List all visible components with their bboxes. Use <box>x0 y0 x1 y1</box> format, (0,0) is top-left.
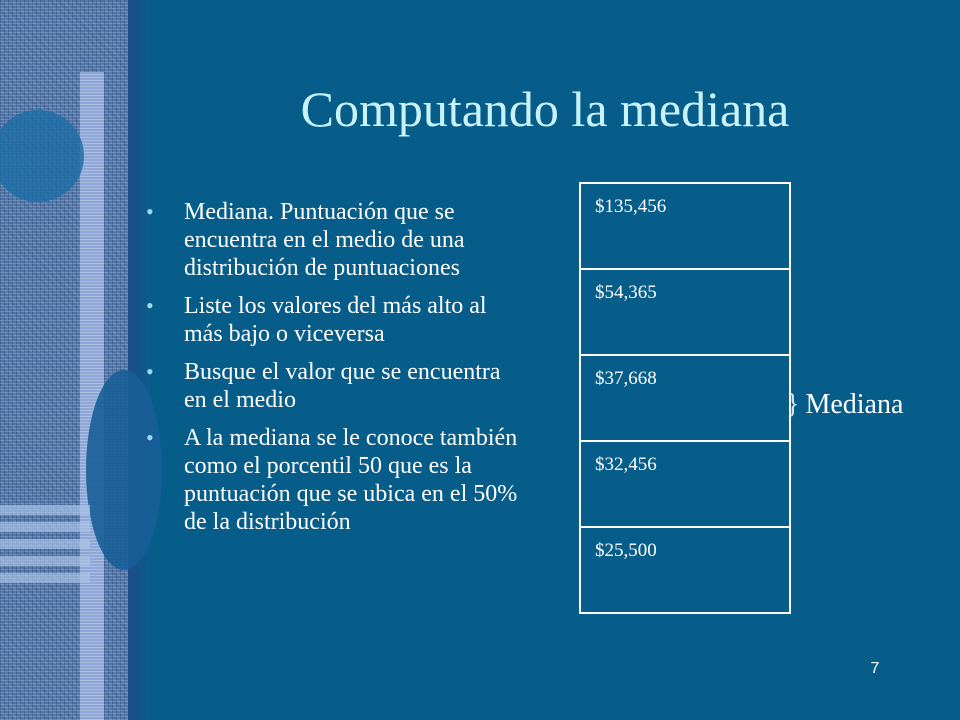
bullet-icon: • <box>146 425 154 450</box>
table-cell: $37,668 <box>580 355 790 441</box>
table-cell: $54,365 <box>580 269 790 355</box>
bullet-icon: • <box>146 199 154 224</box>
decorative-bar <box>0 573 90 583</box>
decorative-bar <box>0 556 90 566</box>
decorative-side-band <box>0 0 128 720</box>
table-row <box>580 183 790 269</box>
bullet-item <box>146 292 524 348</box>
table-cell: $135,456 <box>580 183 790 269</box>
bullet-item <box>146 198 524 282</box>
bullet-icon: • <box>146 359 154 384</box>
table-cell: $25,500 <box>580 527 790 613</box>
decorative-bar <box>0 539 90 549</box>
bullet-text: A la mediana se le conoce también como el porcentil 50 que es la puntuación que se ubica en el 50% de la distribución <box>184 425 518 535</box>
decorative-bar <box>0 505 90 515</box>
table-row <box>580 441 790 527</box>
bullet-list <box>146 198 524 546</box>
median-annotation <box>786 389 903 421</box>
table-row <box>580 355 790 441</box>
page-number: 7 <box>870 660 880 677</box>
bullet-text: Busque el valor que se encuentra en el medio <box>184 359 501 413</box>
slide-title: Computando la mediana <box>300 81 790 137</box>
decorative-bar <box>0 522 90 532</box>
brace-icon: } <box>786 389 800 420</box>
median-label: Mediana <box>805 389 904 420</box>
bullet-text: Liste los valores del más alto al más bajo o viceversa <box>184 293 487 347</box>
table-cell: $32,456 <box>580 441 790 527</box>
bullet-item <box>146 424 524 536</box>
bullet-icon: • <box>146 293 154 318</box>
values-table <box>579 182 791 614</box>
table-row <box>580 269 790 355</box>
table-row <box>580 527 790 613</box>
bullet-item <box>146 358 524 414</box>
bullet-text: Mediana. Puntuación que se encuentra en el medio de una distribución de puntuaciones <box>184 199 465 281</box>
